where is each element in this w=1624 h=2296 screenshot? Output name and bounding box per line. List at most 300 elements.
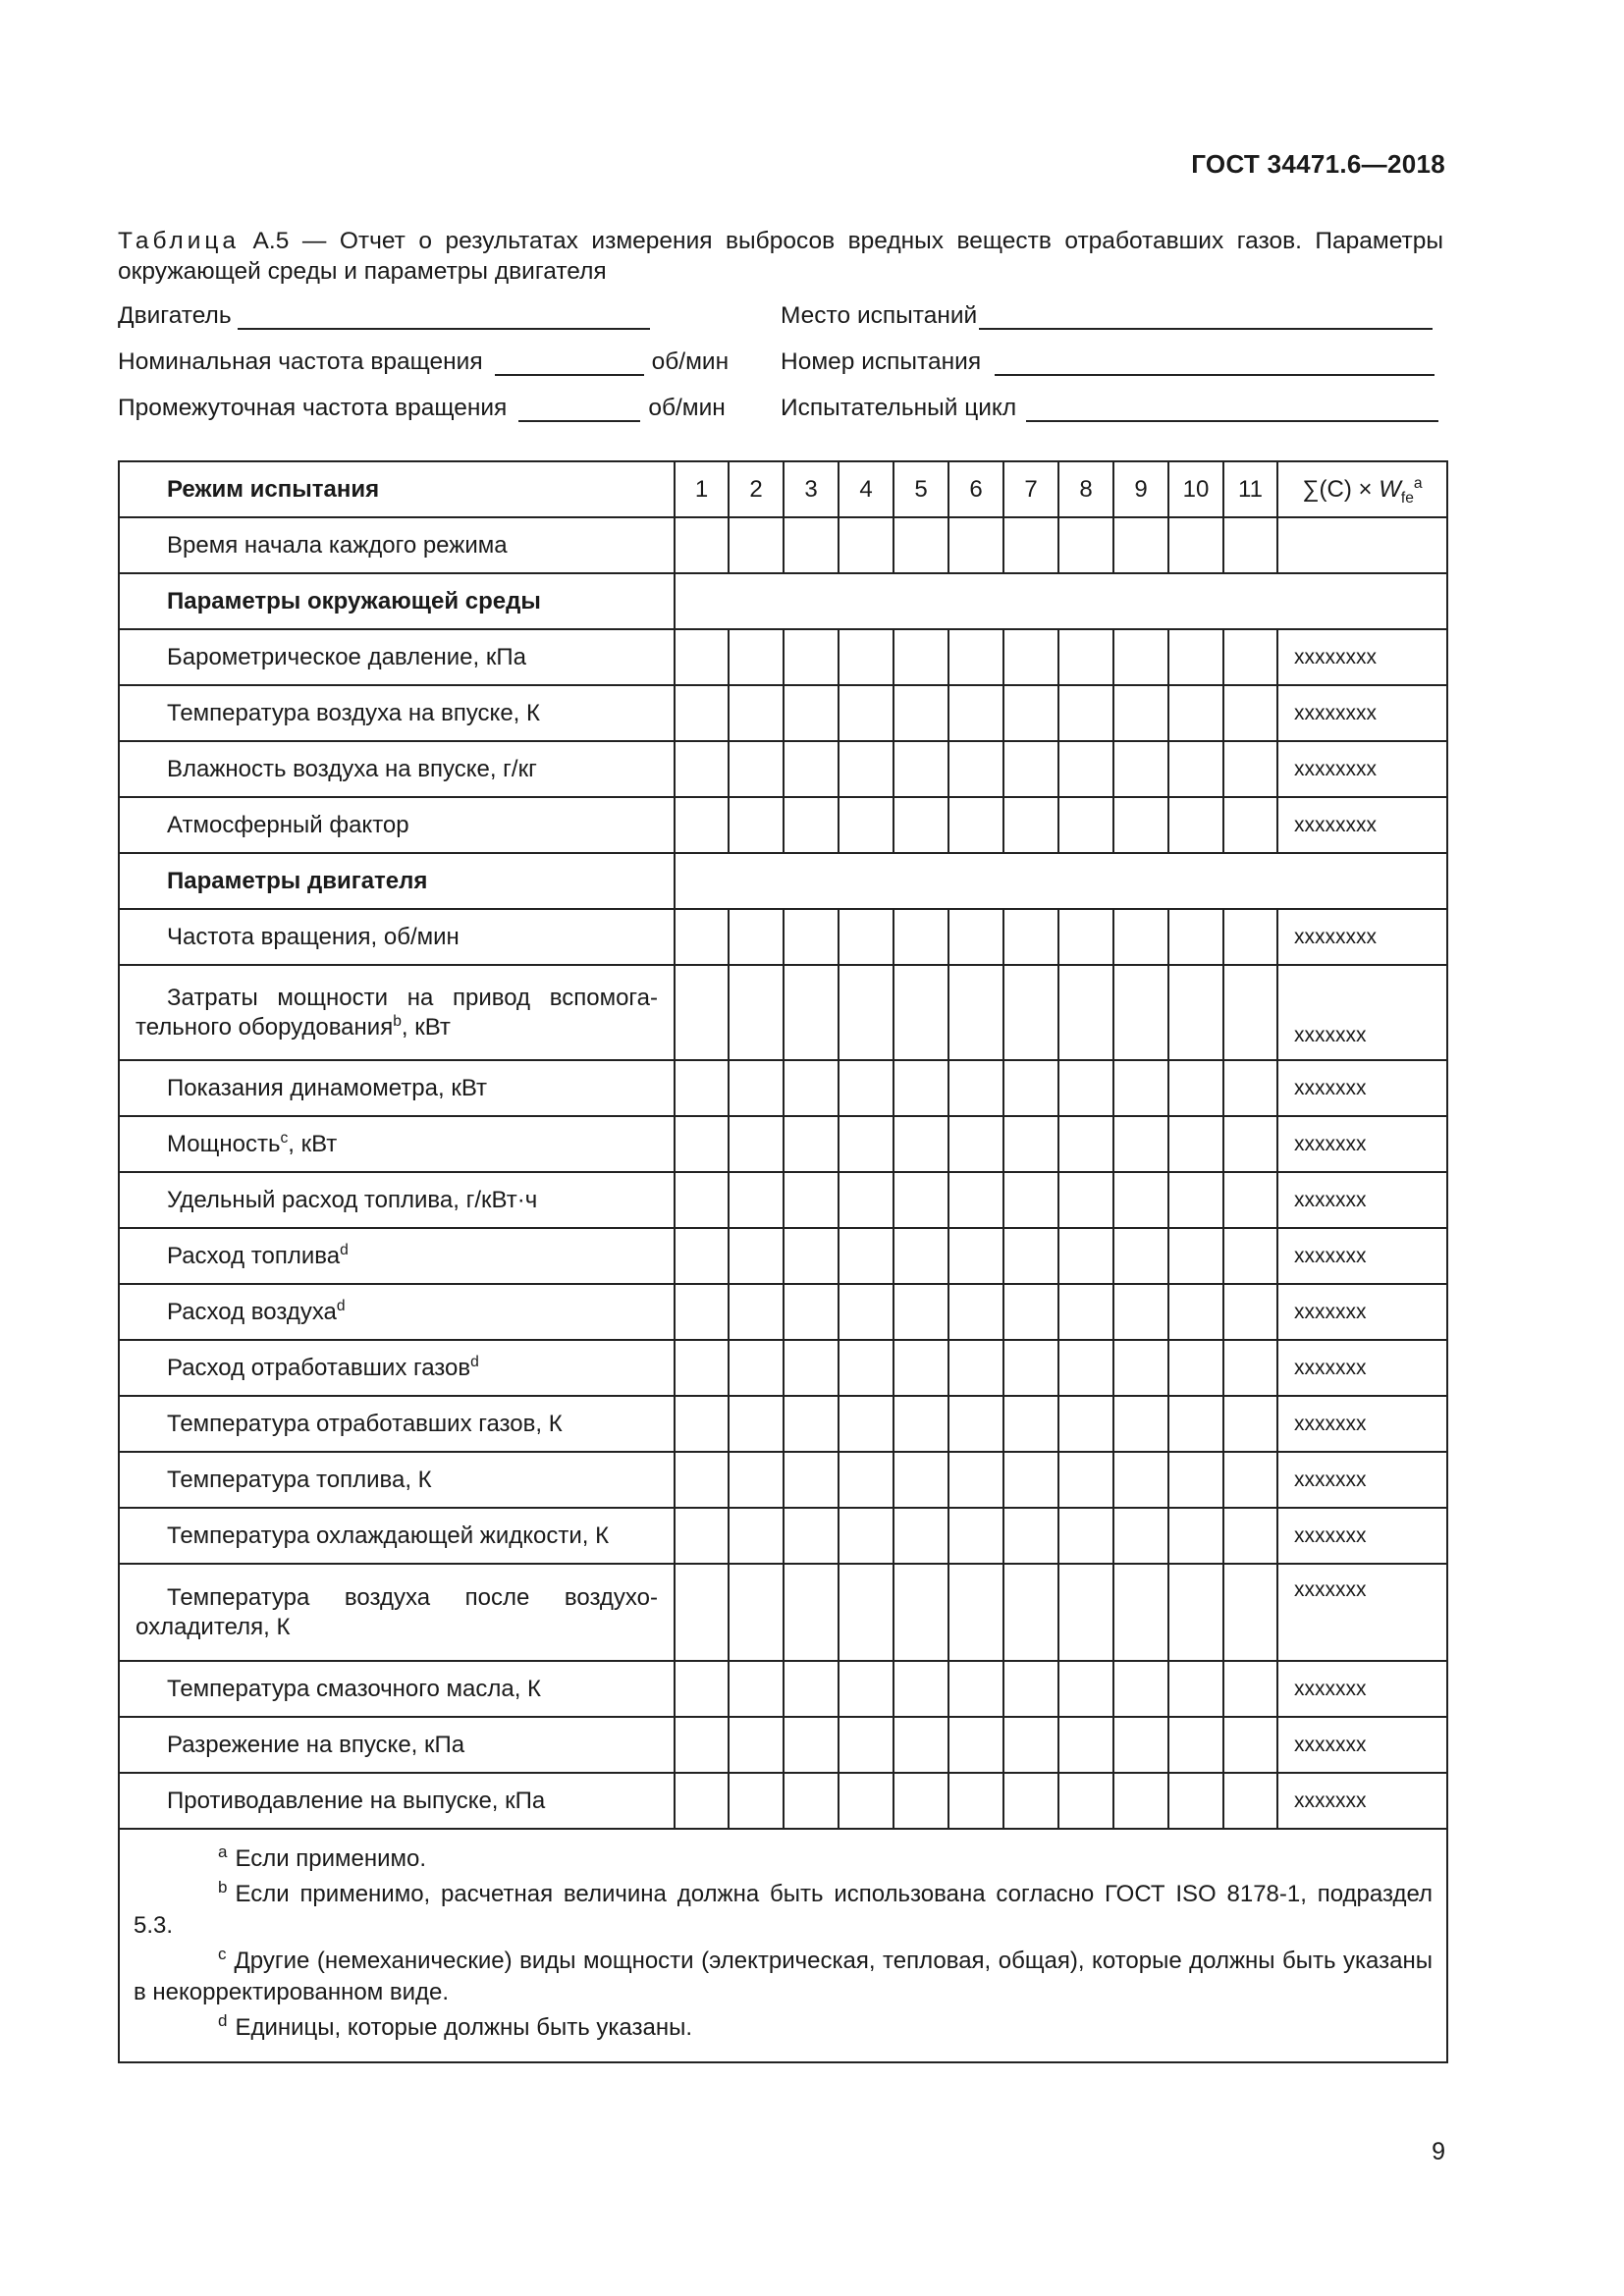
mode-value-cell xyxy=(1113,1773,1168,1829)
mode-value-cell xyxy=(1223,629,1277,685)
test-number-blank xyxy=(995,352,1435,376)
document-code: ГОСТ 34471.6—2018 xyxy=(1191,149,1445,179)
mode-value-cell xyxy=(1113,909,1168,965)
table-row xyxy=(119,629,1447,685)
row-label: Расход топлива$^d$ xyxy=(119,1228,675,1284)
section-ambient-label: Параметры окружающей среды xyxy=(119,573,675,629)
mode-value-cell xyxy=(784,741,839,797)
mode-value-cell xyxy=(839,1564,893,1661)
mode-value-cell xyxy=(729,517,784,573)
mode-value-cell xyxy=(948,1773,1003,1829)
mode-value-cell xyxy=(784,1116,839,1172)
mode-value-cell xyxy=(675,741,729,797)
mode-value-cell xyxy=(1223,1228,1277,1284)
mode-value-cell xyxy=(1168,629,1223,685)
mode-value-cell xyxy=(893,1773,948,1829)
mode-value-cell xyxy=(729,1661,784,1717)
mode-value-cell xyxy=(1168,1452,1223,1508)
sum-cell: xxxxxxx xyxy=(1277,1228,1447,1284)
mode-value-cell xyxy=(784,1340,839,1396)
mode-value-cell xyxy=(1223,685,1277,741)
test-site-blank xyxy=(979,306,1433,330)
mode-value-cell xyxy=(1168,1284,1223,1340)
mode-value-cell xyxy=(1003,517,1058,573)
mode-value-cell xyxy=(1168,965,1223,1060)
mode-value-cell xyxy=(1223,909,1277,965)
table-row xyxy=(119,965,1447,1060)
rated-speed-line xyxy=(118,348,729,376)
mode-value-cell xyxy=(1277,517,1447,573)
test-cycle-label: Испытательный цикл xyxy=(781,395,1017,421)
mode-value-cell xyxy=(1003,741,1058,797)
mode-value-cell xyxy=(948,1661,1003,1717)
mode-value-cell xyxy=(1113,1661,1168,1717)
caption-text: А.5 — Отчет о результатах измерения выбросов вредных веществ отработавших газов. Параметры окружающей среды и параметры двигателя xyxy=(118,228,1443,285)
mode-value-cell xyxy=(893,1284,948,1340)
footnote-c: $^c$ Другие (немеханические) виды мощности (электрическая, тепловая, общая), которые должны быть указаны в некорректированном виде. xyxy=(134,1945,1433,2005)
mode-value-cell xyxy=(1058,1116,1113,1172)
mode-value-cell xyxy=(1003,685,1058,741)
row-label: Температура воздуха после воздухо- охладителя, К xyxy=(119,1564,675,1661)
intermediate-speed-line xyxy=(118,395,726,422)
footnote-d: $^d$ Единицы, которые должны быть указаны. xyxy=(218,2011,692,2041)
mode-value-cell xyxy=(1168,1172,1223,1228)
mode-value-cell xyxy=(1058,1172,1113,1228)
mode-value-cell xyxy=(675,1172,729,1228)
mode-value-cell xyxy=(1223,1717,1277,1773)
row-label: Температура смазочного масла, К xyxy=(119,1661,675,1717)
mode-value-cell xyxy=(1058,1284,1113,1340)
sum-cell: xxxxxxx xyxy=(1277,1452,1447,1508)
mode-value-cell xyxy=(839,1396,893,1452)
mode-value-cell xyxy=(675,629,729,685)
mode-value-cell xyxy=(1003,1452,1058,1508)
section-merged-cell xyxy=(675,853,1447,909)
test-cycle-blank xyxy=(1026,399,1438,422)
mode-value-cell xyxy=(729,1228,784,1284)
mode-value-cell xyxy=(1058,1508,1113,1564)
row-label: Температура охлаждающей жидкости, К xyxy=(119,1508,675,1564)
table-caption xyxy=(118,226,1443,287)
mode-value-cell xyxy=(784,1172,839,1228)
mode-value-cell xyxy=(948,797,1003,853)
mode-value-cell xyxy=(948,1228,1003,1284)
mode-value-cell xyxy=(1113,1452,1168,1508)
sum-cell: xxxxxxxx xyxy=(1277,797,1447,853)
mode-value-cell xyxy=(675,965,729,1060)
mode-number: 2 xyxy=(729,461,784,517)
row-label: Расход воздуха$^d$ xyxy=(119,1284,675,1340)
mode-value-cell xyxy=(1168,517,1223,573)
mode-value-cell xyxy=(1223,1452,1277,1508)
sum-cell: xxxxxxx xyxy=(1277,965,1447,1060)
mode-value-cell xyxy=(839,1228,893,1284)
mode-value-cell xyxy=(948,1060,1003,1116)
test-number-line xyxy=(781,348,1435,376)
mode-value-cell xyxy=(1113,1564,1168,1661)
mode-number: 6 xyxy=(948,461,1003,517)
table-row xyxy=(119,1452,1447,1508)
table-row xyxy=(119,1060,1447,1116)
mode-value-cell xyxy=(1168,1116,1223,1172)
page-number: 9 xyxy=(1432,2138,1445,2165)
table-row xyxy=(119,1172,1447,1228)
mode-value-cell xyxy=(1058,1228,1113,1284)
mode-value-cell xyxy=(948,1396,1003,1452)
test-site-label: Место испытаний xyxy=(781,302,978,329)
mode-value-cell xyxy=(1113,1717,1168,1773)
mode-value-cell xyxy=(839,1661,893,1717)
mode-value-cell xyxy=(1058,629,1113,685)
mode-value-cell xyxy=(893,1116,948,1172)
sum-cell: xxxxxxx xyxy=(1277,1060,1447,1116)
mode-value-cell xyxy=(839,629,893,685)
mode-value-cell xyxy=(1003,909,1058,965)
mode-value-cell xyxy=(893,1717,948,1773)
mode-value-cell xyxy=(729,629,784,685)
sum-cell: xxxxxxx xyxy=(1277,1717,1447,1773)
mode-value-cell xyxy=(839,1508,893,1564)
mode-value-cell xyxy=(1003,1396,1058,1452)
mode-value-cell xyxy=(729,1340,784,1396)
mode-value-cell xyxy=(1003,1116,1058,1172)
mode-number: 3 xyxy=(784,461,839,517)
mode-value-cell xyxy=(1168,1508,1223,1564)
mode-value-cell xyxy=(948,741,1003,797)
mode-value-cell xyxy=(784,1661,839,1717)
mode-value-cell xyxy=(729,965,784,1060)
mode-value-cell xyxy=(1058,1452,1113,1508)
mode-value-cell xyxy=(729,909,784,965)
report-table xyxy=(118,460,1448,2063)
row-label: Разрежение на впуске, кПа xyxy=(119,1717,675,1773)
mode-value-cell xyxy=(1003,629,1058,685)
sum-cell: xxxxxxxx xyxy=(1277,685,1447,741)
mode-value-cell xyxy=(1223,965,1277,1060)
mode-value-cell xyxy=(675,1228,729,1284)
mode-value-cell xyxy=(893,1508,948,1564)
mode-value-cell xyxy=(729,1508,784,1564)
mode-value-cell xyxy=(893,517,948,573)
mode-value-cell xyxy=(839,1717,893,1773)
mode-value-cell xyxy=(784,1508,839,1564)
row-label: Барометрическое давление, кПа xyxy=(119,629,675,685)
weighted-sum-header: $\sum(C) \times W_{fe}^a$ xyxy=(1277,461,1447,517)
mode-value-cell xyxy=(784,629,839,685)
mode-value-cell xyxy=(1168,1060,1223,1116)
table-row xyxy=(119,1396,1447,1452)
mode-value-cell xyxy=(893,1396,948,1452)
mode-value-cell xyxy=(675,909,729,965)
mode-value-cell xyxy=(1003,965,1058,1060)
mode-value-cell xyxy=(1003,1661,1058,1717)
mode-number: 9 xyxy=(1113,461,1168,517)
mode-value-cell xyxy=(1223,1340,1277,1396)
mode-value-cell xyxy=(784,965,839,1060)
mode-value-cell xyxy=(893,1452,948,1508)
mode-value-cell xyxy=(893,1172,948,1228)
mode-value-cell xyxy=(839,1452,893,1508)
mode-value-cell xyxy=(1058,685,1113,741)
mode-value-cell xyxy=(784,1773,839,1829)
table-row xyxy=(119,1564,1447,1661)
mode-value-cell xyxy=(784,1396,839,1452)
mode-value-cell xyxy=(893,629,948,685)
sum-cell: xxxxxxx xyxy=(1277,1284,1447,1340)
sum-cell: xxxxxxx xyxy=(1277,1773,1447,1829)
table-row xyxy=(119,517,1447,573)
mode-value-cell xyxy=(1168,685,1223,741)
mode-value-cell xyxy=(1113,1396,1168,1452)
mode-value-cell xyxy=(893,1340,948,1396)
mode-number: 5 xyxy=(893,461,948,517)
mode-value-cell xyxy=(675,685,729,741)
mode-value-cell xyxy=(729,1773,784,1829)
mode-value-cell xyxy=(784,1284,839,1340)
mode-value-cell xyxy=(675,1340,729,1396)
rated-speed-unit: об/мин xyxy=(651,348,730,375)
mode-value-cell xyxy=(1223,1116,1277,1172)
mode-value-cell xyxy=(893,685,948,741)
mode-value-cell xyxy=(729,1172,784,1228)
sum-cell: xxxxxxx xyxy=(1277,1340,1447,1396)
mode-value-cell xyxy=(1168,741,1223,797)
mode-value-cell xyxy=(839,1773,893,1829)
test-cycle-line xyxy=(781,395,1438,422)
sum-cell: xxxxxxx xyxy=(1277,1564,1447,1661)
footnote-a: $^a$ Если применимо. xyxy=(218,1842,427,1872)
mode-value-cell xyxy=(1113,1116,1168,1172)
mode-value-cell xyxy=(675,1060,729,1116)
row-label: Расход отработавших газов$^d$ xyxy=(119,1340,675,1396)
mode-value-cell xyxy=(893,965,948,1060)
mode-value-cell xyxy=(1058,965,1113,1060)
mode-value-cell xyxy=(675,1284,729,1340)
mode-value-cell xyxy=(948,965,1003,1060)
mode-value-cell xyxy=(1113,797,1168,853)
mode-value-cell xyxy=(784,685,839,741)
section-merged-cell xyxy=(675,573,1447,629)
mode-value-cell xyxy=(1058,1717,1113,1773)
mode-value-cell xyxy=(784,517,839,573)
mode-value-cell xyxy=(1168,1228,1223,1284)
mode-value-cell xyxy=(839,1116,893,1172)
mode-value-cell xyxy=(1113,685,1168,741)
mode-value-cell xyxy=(1223,797,1277,853)
mode-value-cell xyxy=(948,1564,1003,1661)
sum-cell: xxxxxxx xyxy=(1277,1172,1447,1228)
intermediate-speed-unit: об/мин xyxy=(648,395,726,421)
table-row xyxy=(119,1661,1447,1717)
row-label: Удельный расход топлива, г/кВт·ч xyxy=(119,1172,675,1228)
mode-value-cell xyxy=(948,1452,1003,1508)
mode-value-cell xyxy=(729,1564,784,1661)
row-label: Затраты мощности на привод вспомога- тельного оборудования$^b$, кВт xyxy=(119,965,675,1060)
table-row xyxy=(119,741,1447,797)
sum-cell: xxxxxxx xyxy=(1277,1116,1447,1172)
mode-value-cell xyxy=(893,1661,948,1717)
mode-value-cell xyxy=(948,1508,1003,1564)
mode-value-cell xyxy=(675,1717,729,1773)
mode-value-cell xyxy=(1113,1508,1168,1564)
test-number-label: Номер испытания xyxy=(781,348,982,375)
mode-number: 10 xyxy=(1168,461,1223,517)
row-label: Влажность воздуха на впуске, г/кг xyxy=(119,741,675,797)
mode-value-cell xyxy=(1058,1060,1113,1116)
mode-value-cell xyxy=(948,629,1003,685)
mode-value-cell xyxy=(1003,1773,1058,1829)
mode-value-cell xyxy=(675,1396,729,1452)
row-label: Температура отработавших газов, К xyxy=(119,1396,675,1452)
notes-row xyxy=(119,1829,1447,2062)
table-row xyxy=(119,1340,1447,1396)
mode-value-cell xyxy=(784,1452,839,1508)
mode-number: 7 xyxy=(1003,461,1058,517)
mode-value-cell xyxy=(1058,1396,1113,1452)
mode-value-cell xyxy=(948,1116,1003,1172)
mode-number: 8 xyxy=(1058,461,1113,517)
mode-value-cell xyxy=(729,1060,784,1116)
mode-value-cell xyxy=(839,909,893,965)
footnote-b: $^b$ Если применимо, расчетная величина должна быть использована согласно ГОСТ ISO 8178-1, подраздел 5.3. xyxy=(134,1878,1433,1939)
mode-value-cell xyxy=(1058,1773,1113,1829)
mode-value-cell xyxy=(1058,1661,1113,1717)
mode-value-cell xyxy=(1223,517,1277,573)
mode-value-cell xyxy=(839,1060,893,1116)
mode-value-cell xyxy=(948,685,1003,741)
mode-value-cell xyxy=(1058,1340,1113,1396)
mode-value-cell xyxy=(948,909,1003,965)
rated-speed-label: Номинальная частота вращения xyxy=(118,348,483,375)
mode-value-cell xyxy=(1223,1773,1277,1829)
mode-value-cell xyxy=(1003,1564,1058,1661)
mode-value-cell xyxy=(893,1060,948,1116)
mode-value-cell xyxy=(675,1564,729,1661)
table-row xyxy=(119,797,1447,853)
row-label: Противодавление на выпуске, кПа xyxy=(119,1773,675,1829)
mode-value-cell xyxy=(948,1340,1003,1396)
test-site-line xyxy=(781,302,1433,330)
mode-value-cell xyxy=(1003,1508,1058,1564)
mode-value-cell xyxy=(839,685,893,741)
mode-number: 1 xyxy=(675,461,729,517)
mode-value-cell xyxy=(729,1452,784,1508)
mode-value-cell xyxy=(1168,1717,1223,1773)
mode-value-cell xyxy=(1223,1060,1277,1116)
mode-value-cell xyxy=(1003,797,1058,853)
mode-value-cell xyxy=(1058,1564,1113,1661)
table-row xyxy=(119,1116,1447,1172)
mode-value-cell xyxy=(1223,1661,1277,1717)
mode-value-cell xyxy=(675,1773,729,1829)
table-header-row xyxy=(119,461,1447,517)
mode-value-cell xyxy=(1223,741,1277,797)
mode-value-cell xyxy=(675,1508,729,1564)
mode-value-cell xyxy=(1003,1717,1058,1773)
engine-line xyxy=(118,302,650,330)
mode-value-cell xyxy=(1113,1340,1168,1396)
start-time-label: Время начала каждого режима xyxy=(119,517,675,573)
table-row xyxy=(119,1508,1447,1564)
mode-value-cell xyxy=(1223,1564,1277,1661)
mode-value-cell xyxy=(1058,797,1113,853)
mode-value-cell xyxy=(839,517,893,573)
sum-cell: xxxxxxx xyxy=(1277,1661,1447,1717)
mode-value-cell xyxy=(948,1284,1003,1340)
mode-value-cell xyxy=(1058,517,1113,573)
mode-value-cell xyxy=(675,1116,729,1172)
mode-value-cell xyxy=(893,1564,948,1661)
mode-value-cell xyxy=(1168,797,1223,853)
mode-value-cell xyxy=(839,1340,893,1396)
row-label: Температура воздуха на впуске, К xyxy=(119,685,675,741)
mode-value-cell xyxy=(1113,1284,1168,1340)
mode-value-cell xyxy=(893,909,948,965)
section-engine-label: Параметры двигателя xyxy=(119,853,675,909)
mode-value-cell xyxy=(1003,1228,1058,1284)
row-label: Атмосферный фактор xyxy=(119,797,675,853)
engine-blank xyxy=(238,306,650,330)
intermediate-speed-blank xyxy=(518,399,640,422)
mode-value-cell xyxy=(948,1172,1003,1228)
sum-cell: xxxxxxxx xyxy=(1277,629,1447,685)
mode-value-cell xyxy=(1223,1172,1277,1228)
mode-value-cell xyxy=(729,1116,784,1172)
mode-value-cell xyxy=(784,1564,839,1661)
table-row xyxy=(119,1773,1447,1829)
mode-value-cell xyxy=(839,797,893,853)
mode-number: 4 xyxy=(839,461,893,517)
mode-value-cell xyxy=(675,1452,729,1508)
section-row xyxy=(119,573,1447,629)
mode-value-cell xyxy=(1113,1060,1168,1116)
mode-value-cell xyxy=(1113,1172,1168,1228)
rated-speed-blank xyxy=(495,352,644,376)
mode-value-cell xyxy=(729,797,784,853)
mode-value-cell xyxy=(675,797,729,853)
mode-number: 11 xyxy=(1223,461,1277,517)
mode-value-cell xyxy=(729,1396,784,1452)
table-row xyxy=(119,1228,1447,1284)
row-label: Показания динамометра, кВт xyxy=(119,1060,675,1116)
table-row xyxy=(119,909,1447,965)
mode-value-cell xyxy=(893,797,948,853)
mode-value-cell xyxy=(839,741,893,797)
sum-cell: xxxxxxxx xyxy=(1277,909,1447,965)
mode-value-cell xyxy=(1223,1284,1277,1340)
mode-value-cell xyxy=(948,1717,1003,1773)
mode-value-cell xyxy=(729,1717,784,1773)
row-label: Частота вращения, об/мин xyxy=(119,909,675,965)
mode-value-cell xyxy=(1003,1284,1058,1340)
mode-value-cell xyxy=(675,1661,729,1717)
mode-value-cell xyxy=(784,909,839,965)
mode-value-cell xyxy=(893,741,948,797)
row-label: Температура топлива, К xyxy=(119,1452,675,1508)
mode-value-cell xyxy=(1003,1172,1058,1228)
caption-prefix: Таблица xyxy=(118,228,241,254)
section-row xyxy=(119,853,1447,909)
mode-header: Режим испытания xyxy=(119,461,675,517)
mode-value-cell xyxy=(1223,1508,1277,1564)
table-row xyxy=(119,1717,1447,1773)
mode-value-cell xyxy=(1168,909,1223,965)
mode-value-cell xyxy=(1168,1340,1223,1396)
row-label: Мощность$^c$, кВт xyxy=(119,1116,675,1172)
intermediate-speed-label: Промежуточная частота вращения xyxy=(118,395,508,421)
mode-value-cell xyxy=(784,1060,839,1116)
mode-value-cell xyxy=(1113,629,1168,685)
